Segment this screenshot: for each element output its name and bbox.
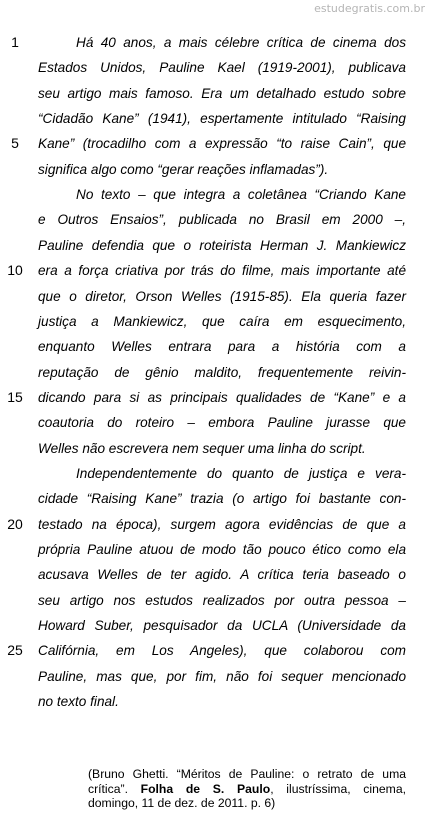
text-line [0, 436, 431, 461]
line-number: 15 [7, 388, 23, 405]
text-line [0, 410, 431, 435]
source-citation [88, 767, 406, 811]
text-line [0, 81, 431, 106]
line-number: 10 [7, 262, 23, 279]
line-text: Pauline defendia que o roteirista Herman J. Mankiewicz [38, 237, 406, 253]
text-line [0, 588, 431, 613]
line-text: Pauline, mas que, por fim, não foi sequer mencionado [38, 668, 406, 684]
line-text: justiça a Mankiewicz, que caíra em esquecimento, [38, 313, 406, 329]
line-text: própria Pauline atuou de modo tão pouco ético como ela [38, 542, 406, 557]
newspaper-name: Folha de S. Paulo [140, 781, 271, 796]
citation-line [88, 782, 406, 797]
text-line [0, 284, 431, 309]
line-text: “Cidadão Kane” (1941), espertamente intitulado “Raising [38, 111, 406, 127]
text-line [0, 537, 431, 562]
text-line [0, 182, 431, 207]
text-line [0, 233, 431, 258]
text-line [0, 689, 431, 714]
text-line [0, 106, 431, 131]
line-text: e Outros Ensaios”, publicada no Brasil em 2000 –, [38, 212, 406, 228]
text-line [0, 131, 431, 156]
text-line [0, 55, 431, 80]
line-text: cidade “Raising Kane” trazia (o artigo foi bastante con- [38, 491, 406, 507]
line-text: acusava Welles de ter agido. A crítica teria baseado o [38, 567, 406, 583]
citation-line: domingo, 11 de dez. de 2011. p. 6) [88, 796, 276, 810]
text-line [0, 562, 431, 587]
text-line [0, 258, 431, 283]
text-line [0, 613, 431, 638]
line-text: dicando para si as principais qualidades de “Kane” e a [38, 389, 406, 405]
line-text: Estados Unidos, Pauline Kael (1919-2001), publicava [38, 60, 406, 76]
line-number: 1 [11, 34, 19, 50]
line-text: seu artigo mais famoso. Era um detalhado estudo sobre [38, 85, 406, 101]
citation-line: (Bruno Ghetti. “Méritos de Pauline: o retrato de uma [88, 767, 406, 781]
text-line [0, 385, 431, 410]
text-line [0, 334, 431, 359]
text-line [0, 157, 431, 182]
line-text: no texto final. [38, 694, 119, 710]
site-watermark: estudegratis.com.br [314, 2, 425, 15]
citation-text: , ilustríssima, cinema, [270, 781, 406, 796]
line-text: enquanto Welles entrara para a história com a [38, 339, 406, 355]
text-line [0, 638, 431, 663]
line-number: 25 [7, 642, 23, 659]
line-number: 5 [11, 135, 19, 152]
line-text: seu artigo nos estudos realizados por outra pessoa – [38, 592, 406, 608]
line-text: reputação de gênio maldito, frequentemente reivin- [38, 364, 406, 380]
line-text: que o diretor, Orson Welles (1915-85). Ela queria fazer [38, 288, 406, 304]
text-line [0, 461, 431, 486]
text-line [0, 30, 431, 55]
line-text: testado na época), surgem agora evidências de que a [38, 516, 406, 532]
line-text: Há 40 anos, a mais célebre crítica de cinema dos [76, 35, 406, 50]
line-text: era a força criativa por trás do filme, mais importante até [38, 263, 406, 279]
line-text: No texto – que integra a coletânea “Criando Kane [76, 187, 406, 203]
line-text: Howard Suber, pesquisador da UCLA (Universidade da [38, 618, 406, 634]
text-line [0, 664, 431, 689]
line-text: coautoria do roteiro – embora Pauline jurasse que [38, 415, 406, 431]
line-text: Welles não escrevera nem sequer uma linha do script. [38, 440, 366, 456]
line-text: Independentemente do quanto de justiça e vera- [76, 465, 406, 481]
line-text: Califórnia, em Los Angeles), que colaborou com [38, 643, 406, 659]
line-text: Kane” (trocadilho com a expressão “to raise Cain”, que [38, 136, 406, 152]
line-number: 20 [7, 515, 23, 532]
text-line [0, 207, 431, 232]
text-line [0, 512, 431, 537]
text-line [0, 486, 431, 511]
citation-text: crítica”. [88, 781, 141, 796]
text-line [0, 309, 431, 334]
text-line [0, 360, 431, 385]
line-text: significa algo como “gerar reações inflamadas”). [38, 161, 329, 177]
